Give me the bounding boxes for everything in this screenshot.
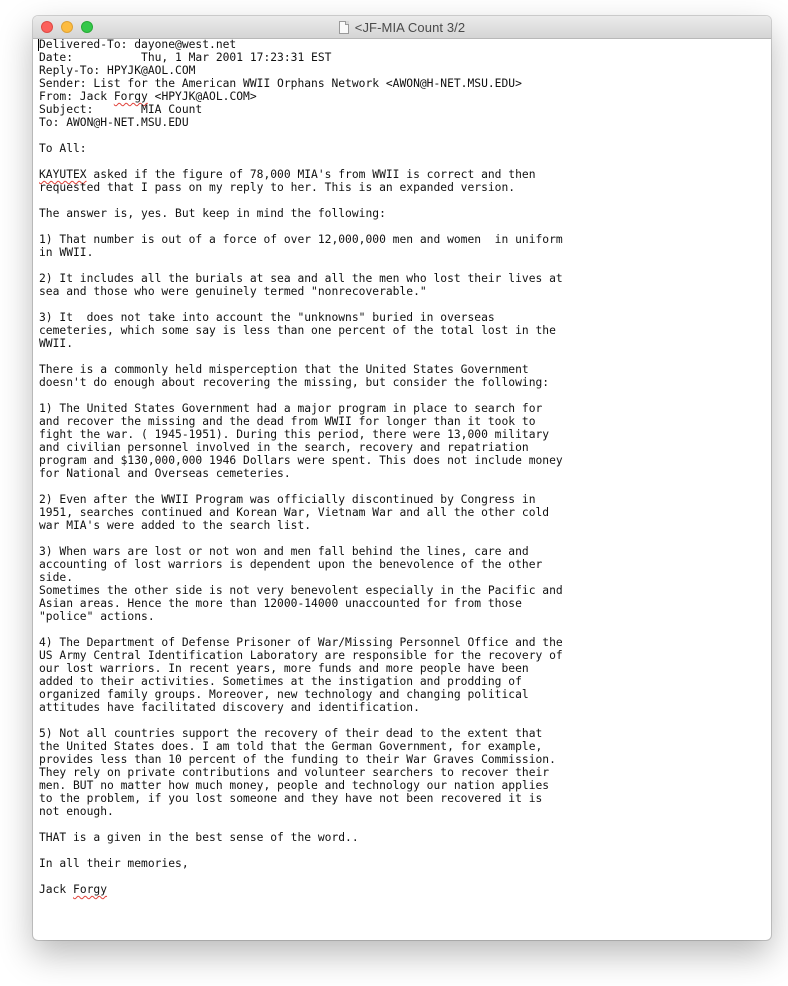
text-line: 1951, searches continued and Korean War, Vietnam War and all the other cold xyxy=(39,506,550,519)
text-line: 1) That number is out of a force of over 12,000,000 men and women in uniform xyxy=(39,233,563,246)
text-line: WWII. xyxy=(39,337,74,350)
text-line xyxy=(39,870,719,883)
text-line: US Army Central Identification Laboratory are responsible for the recovery of xyxy=(39,649,563,662)
text-line: Reply-To: HPYJK@AOL.COM xyxy=(39,64,196,77)
text-line: not enough. xyxy=(39,805,114,818)
text-line: our lost warriors. In recent years, more funds and more people have been xyxy=(39,662,529,675)
text-segment: <HPYJK@AOL.COM> xyxy=(147,90,257,103)
text-line: attitudes have facilitated discovery and identification. xyxy=(39,701,420,714)
title-bar[interactable] xyxy=(33,16,771,39)
misspelled-word[interactable]: Forgy xyxy=(113,90,148,103)
text-line xyxy=(39,714,719,727)
text-line: THAT is a given in the best sense of the word.. xyxy=(39,831,359,844)
text-line xyxy=(39,818,719,831)
text-line: 4) The Department of Defense Prisoner of War/Missing Personnel Office and the xyxy=(39,636,563,649)
text-line: To All: xyxy=(39,142,87,155)
text-line xyxy=(39,350,719,363)
text-line: men. BUT no matter how much money, people and technology our nation applies xyxy=(39,779,550,792)
text-line: organized family groups. Moreover, new technology and changing political xyxy=(39,688,529,701)
text-line: in WWII. xyxy=(39,246,94,259)
text-segment: asked if the figure of 78,000 MIA's from WWII is correct and then xyxy=(86,168,536,181)
misspelled-word[interactable]: Forgy xyxy=(73,883,108,896)
text-line xyxy=(39,532,719,545)
text-line xyxy=(39,168,719,181)
text-line: Date: Thu, 1 Mar 2001 17:23:31 EST xyxy=(39,51,332,64)
text-line xyxy=(39,194,719,207)
text-line: cemeteries, which some say is less than one percent of the total lost in the xyxy=(39,324,556,337)
text-line xyxy=(39,129,719,142)
document-icon xyxy=(339,21,349,34)
text-line xyxy=(39,90,719,103)
window-title-area xyxy=(33,16,771,38)
text-line: Sometimes the other side is not very benevolent especially in the Pacific and xyxy=(39,584,563,597)
text-line: requested that I pass on my reply to her. This is an expanded version. xyxy=(39,181,516,194)
text-line: and recover the missing and the dead from WWII for longer than it took to xyxy=(39,415,536,428)
document-text-area[interactable] xyxy=(39,38,719,896)
text-line: the United States does. I am told that the German Government, for example, xyxy=(39,740,543,753)
text-line: fight the war. ( 1945-1951). During this period, there were 13,000 military xyxy=(39,428,550,441)
text-line xyxy=(39,259,719,272)
text-segment: From: Jack xyxy=(39,90,114,103)
text-line xyxy=(39,155,719,168)
text-line: To: AWON@H-NET.MSU.EDU xyxy=(39,116,189,129)
text-line: sea and those who were genuinely termed "nonrecoverable." xyxy=(39,285,427,298)
text-line: 3) It does not take into account the "unknowns" buried in overseas xyxy=(39,311,495,324)
text-line: 2) Even after the WWII Program was officially discontinued by Congress in xyxy=(39,493,536,506)
text-line: Sender: List for the American WWII Orphans Network <AWON@H-NET.MSU.EDU> xyxy=(39,77,522,90)
text-line xyxy=(39,883,719,896)
text-line: and civilian personnel involved in the search, recovery and repatriation xyxy=(39,441,529,454)
text-line: program and $130,000,000 1946 Dollars were spent. This does not include money xyxy=(39,454,563,467)
text-line xyxy=(39,389,719,402)
text-line: 5) Not all countries support the recovery of their dead to the extent that xyxy=(39,727,543,740)
text-line: added to their activities. Sometimes at the instigation and prodding of xyxy=(39,675,522,688)
text-segment: Jack xyxy=(39,883,74,896)
text-line xyxy=(39,298,719,311)
text-line: side. xyxy=(39,571,74,584)
text-line: accounting of lost warriors is dependent upon the benevolence of the other xyxy=(39,558,543,571)
text-line: provides less than 10 percent of the funding to their War Graves Commission. xyxy=(39,753,556,766)
text-line: war MIA's were added to the search list. xyxy=(39,519,312,532)
text-line: The answer is, yes. But keep in mind the following: xyxy=(39,207,386,220)
text-cursor xyxy=(38,39,39,51)
text-line: doesn't do enough about recovering the missing, but consider the following: xyxy=(39,376,550,389)
text-line: Asian areas. Hence the more than 12000-14000 unaccounted for from those xyxy=(39,597,522,610)
text-line: to the problem, if you lost someone and they have not been recovered it is xyxy=(39,792,543,805)
text-line: for National and Overseas cemeteries. xyxy=(39,467,291,480)
window-title: <JF-MIA Count 3/2 xyxy=(354,19,466,35)
text-line: They rely on private contributions and volunteer searchers to recover their xyxy=(39,766,550,779)
text-line: 3) When wars are lost or not won and men fall behind the lines, care and xyxy=(39,545,529,558)
text-line: Subject: MIA Count xyxy=(39,103,203,116)
text-line xyxy=(39,623,719,636)
text-line: "police" actions. xyxy=(39,610,155,623)
text-line: There is a commonly held misperception that the United States Government xyxy=(39,363,529,376)
text-line: 1) The United States Government had a major program in place to search for xyxy=(39,402,543,415)
text-line: Delivered-To: dayone@west.net xyxy=(39,38,237,51)
text-line: 2) It includes all the burials at sea and all the men who lost their lives at xyxy=(39,272,563,285)
text-line xyxy=(39,844,719,857)
text-line: In all their memories, xyxy=(39,857,189,870)
text-line xyxy=(39,480,719,493)
text-editor-window xyxy=(33,16,771,940)
misspelled-word[interactable]: KAYUTEX xyxy=(39,168,87,181)
text-line xyxy=(39,220,719,233)
